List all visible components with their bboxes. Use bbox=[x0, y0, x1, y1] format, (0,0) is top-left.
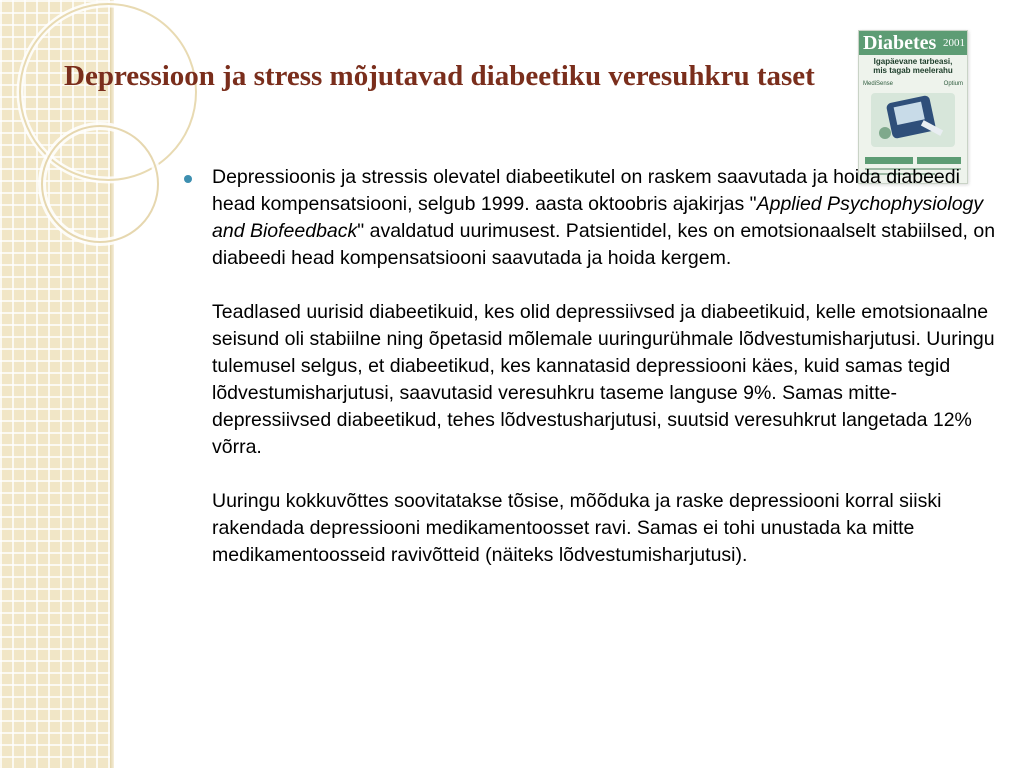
decorative-circles bbox=[0, 0, 200, 300]
cover-headline bbox=[859, 57, 967, 75]
paragraph-1-text-end: " avaldatud uurimusest. Patsientidel, kes on emotsionaalselt stabiilsed, on diabeedi head kompensatsiooni saavutada ja hoida kergem. bbox=[212, 220, 996, 269]
paragraph-study-conclusion: Uuringu kokkuvõttes soovitatakse tõsise, mõõduka ja raske depressiooni korral siiski rakendada depressiooni medikamentoosset ravi. Samas ei tohi unustada ka mitte medikamentoosseid ravivõtteid (näiteks lõdvestumisharjutusi). bbox=[212, 490, 942, 566]
slide-body bbox=[212, 164, 1002, 569]
journal-name: Applied Psychophysiology and Biofeedback bbox=[212, 193, 984, 242]
cover-headline-line-2: mis tagab meelerahu bbox=[873, 66, 953, 75]
paragraph-1-text-start: Depressioonis ja stressis olevatel diabeetikutel on raskem saavutada ja hoida diabeedi head kompensatsiooni, selgub 1999. aasta oktoobris ajakirjas " bbox=[212, 166, 960, 215]
magazine-cover-image bbox=[858, 30, 968, 184]
cover-headline-line-1: Igapäevane tarbeasi, bbox=[873, 57, 953, 66]
round-bullet-icon bbox=[184, 175, 192, 183]
cover-brand-right: Optium bbox=[943, 81, 963, 87]
paragraph-study-results: Teadlased uurisid diabeetikuid, kes olid depressiivsed ja diabeetikuid, kelle emotsionaalne seisund oli stabiilne ning õpetasid mõlemale uuringurühmale lõdvestumisharjutusi. Uuringu tulemusel selgus, et diabeetikud, kes kannatasid depressiooni käes, kuid samas tegid lõdvestumisharjutusi, saavutasid veresuhkru taseme languse 9%. Samas mitte-depressiivsed diabeetikud, tehes lõdvestusharjutusi, suutsid veresuhkrut langetada 12% võrra. bbox=[212, 301, 995, 458]
slide-title: Depressioon ja stress mõjutavad diabeetiku veresuhkru taset bbox=[64, 60, 815, 92]
cover-year: 2001 bbox=[943, 37, 965, 49]
glucose-meter-illustration-icon bbox=[869, 89, 957, 149]
paragraph-study-intro bbox=[212, 164, 1002, 272]
cover-brand-left: MediSense bbox=[863, 81, 894, 87]
cover-logo-text: Diabetes bbox=[863, 32, 937, 54]
